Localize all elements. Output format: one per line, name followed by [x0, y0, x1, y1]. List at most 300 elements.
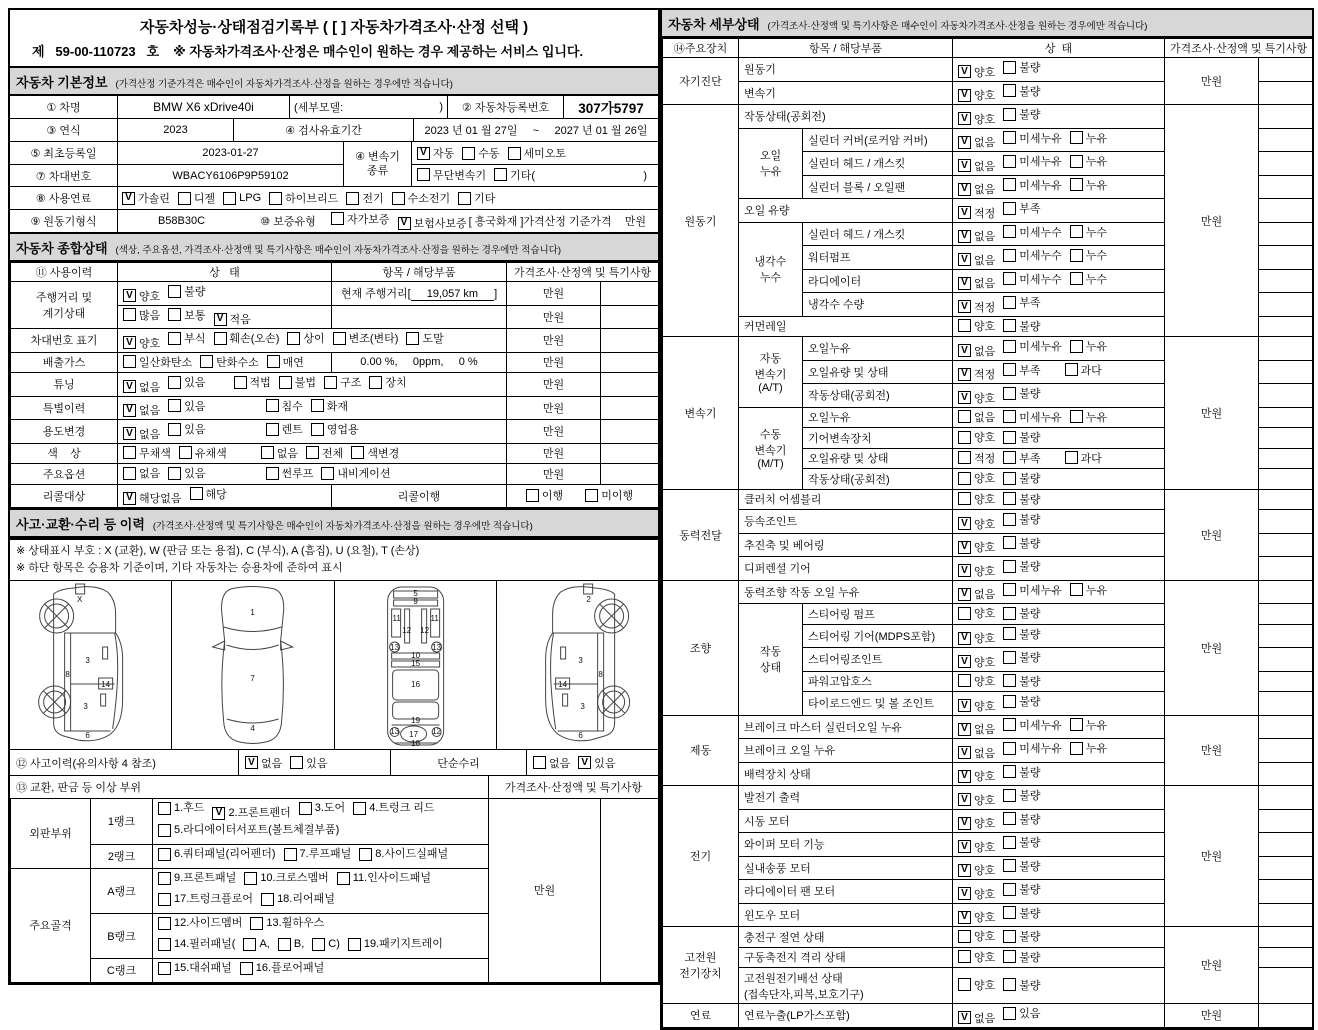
checkbox[interactable]: V [958, 277, 971, 290]
checkbox-option [1070, 409, 1107, 425]
checkbox-option [958, 886, 995, 902]
checkbox-option [958, 111, 995, 127]
checkbox[interactable] [958, 674, 971, 687]
checkbox[interactable] [1003, 387, 1016, 400]
checkbox-option [526, 487, 563, 503]
checkbox-label: 양호 [974, 818, 996, 830]
checkbox[interactable] [1065, 363, 1078, 376]
checkbox[interactable] [267, 355, 280, 368]
checkbox[interactable] [337, 872, 350, 885]
checkbox[interactable] [1070, 131, 1083, 144]
checkbox-option [279, 374, 316, 390]
checkbox[interactable] [1070, 178, 1083, 191]
checkbox[interactable] [346, 192, 359, 205]
blank-cell [1259, 833, 1313, 857]
checkbox[interactable]: V [958, 1011, 971, 1024]
checkbox[interactable] [1070, 272, 1083, 285]
checkbox[interactable] [1003, 249, 1016, 262]
checkbox-label: 불량 [1019, 907, 1041, 920]
checkbox[interactable]: V [958, 517, 971, 530]
checkbox-option [1070, 247, 1107, 263]
checkbox[interactable] [244, 872, 257, 885]
checkbox[interactable] [168, 285, 181, 298]
checkbox[interactable] [299, 802, 312, 815]
price-cell: 만원 [1165, 786, 1259, 927]
checkbox-option [168, 283, 205, 299]
checkbox[interactable] [359, 848, 372, 861]
checkbox[interactable] [1070, 249, 1083, 262]
checkbox[interactable]: V [958, 136, 971, 149]
checkbox-label: 없음 [974, 278, 996, 290]
price-unit: 만원 [624, 216, 646, 228]
device-section-label: 조향 [663, 580, 739, 715]
checkbox[interactable] [1003, 472, 1016, 485]
checkbox[interactable] [1003, 61, 1016, 74]
checkbox[interactable] [311, 423, 324, 436]
checkbox[interactable]: V [958, 344, 971, 357]
checkbox[interactable] [1003, 1007, 1016, 1020]
checkbox-label: 양호 [974, 951, 996, 964]
checkbox[interactable] [1003, 930, 1016, 943]
checkbox[interactable] [1003, 108, 1016, 121]
checkbox[interactable] [1003, 765, 1016, 778]
checkbox[interactable] [494, 168, 507, 181]
checkbox[interactable]: V [958, 770, 971, 783]
blank-cell [1259, 105, 1313, 129]
checkbox[interactable] [1003, 883, 1016, 896]
checkbox[interactable] [1003, 340, 1016, 353]
checkbox-label: 없음 [139, 428, 161, 441]
checkbox[interactable]: V [398, 217, 411, 230]
checkbox[interactable] [369, 376, 382, 389]
blank-cell [1259, 199, 1313, 223]
checkbox[interactable] [331, 212, 344, 225]
checkbox[interactable]: V [958, 723, 971, 736]
checkbox[interactable] [958, 492, 971, 505]
section-title: 자동차 종합상태 [16, 241, 108, 256]
checkbox[interactable] [123, 308, 136, 321]
checkbox-label: 없음 [261, 757, 283, 770]
checkbox-label: 미세누유 [1019, 341, 1062, 353]
checkbox[interactable] [123, 355, 136, 368]
checkbox[interactable]: V [123, 380, 136, 393]
checkbox-option [958, 409, 995, 425]
checkbox-option [1003, 717, 1062, 733]
device-section-label: 제동 [663, 715, 739, 786]
diagram-number-label: X [76, 595, 83, 605]
checkbox[interactable]: V [123, 404, 136, 417]
panel-section-header [10, 775, 658, 798]
checkbox[interactable] [1003, 131, 1016, 144]
checkbox[interactable]: V [958, 300, 971, 313]
checkbox[interactable] [1070, 155, 1083, 168]
checkbox[interactable] [392, 192, 405, 205]
checkbox[interactable] [458, 192, 471, 205]
sub-group-label: 자동 변속기 (A/T) [739, 337, 803, 408]
diagram-number-label: 1 [250, 608, 256, 618]
checkbox[interactable] [1003, 607, 1016, 620]
checkbox[interactable] [250, 917, 263, 930]
checkbox[interactable]: V [958, 793, 971, 806]
checkbox[interactable] [1070, 742, 1083, 755]
checkbox[interactable] [462, 147, 475, 160]
checkbox[interactable] [178, 192, 191, 205]
checkbox[interactable] [168, 399, 181, 412]
checkbox-label: 불량 [1019, 931, 1041, 943]
checkbox[interactable] [158, 938, 171, 951]
checkbox[interactable] [1003, 651, 1016, 664]
checkbox[interactable] [1003, 202, 1016, 215]
checkbox-label: 세미오토 [523, 148, 567, 160]
checkbox[interactable] [266, 399, 279, 412]
checkbox[interactable] [585, 489, 598, 502]
checkbox[interactable] [158, 893, 171, 906]
checkbox[interactable] [348, 938, 361, 951]
checkbox[interactable] [1065, 451, 1078, 464]
checkbox[interactable] [266, 467, 279, 480]
checkbox[interactable] [312, 938, 325, 951]
checkbox[interactable] [1003, 859, 1016, 872]
checkbox[interactable] [958, 950, 971, 963]
blank-cell [1259, 968, 1313, 1004]
checkbox[interactable] [158, 917, 171, 930]
checkbox-option [958, 792, 995, 808]
checkbox[interactable]: V [417, 147, 430, 160]
checkbox[interactable] [958, 431, 971, 444]
checkbox-option [1003, 470, 1040, 486]
checkbox[interactable] [1003, 789, 1016, 802]
checkbox[interactable] [1003, 84, 1016, 97]
checkbox-option [245, 755, 282, 771]
checkbox[interactable] [1003, 296, 1016, 309]
checkbox-option [958, 928, 995, 944]
checkbox-label: 10.크로스멤버 [260, 871, 329, 884]
checkbox-label: 보통 [184, 309, 206, 322]
checkbox[interactable]: V [958, 368, 971, 381]
checkbox[interactable] [243, 938, 256, 951]
diagram-number-label: 16 [410, 680, 420, 690]
item-label-cell: 배력장치 상태 [739, 762, 953, 786]
diagram-number-label: 11 [391, 614, 401, 624]
checkbox[interactable]: V [958, 864, 971, 877]
checkbox[interactable]: V [958, 541, 971, 554]
checkbox[interactable]: V [958, 699, 971, 712]
diagram-number-label: 3 [85, 656, 90, 666]
checkbox[interactable]: V [958, 183, 971, 196]
checkbox-label: 자가보증 [347, 213, 390, 226]
checkbox-option [958, 539, 995, 555]
checkbox-option [267, 354, 304, 370]
checkbox[interactable] [958, 472, 971, 485]
checkbox[interactable] [284, 848, 297, 861]
checkbox[interactable] [168, 308, 181, 321]
checkbox[interactable]: V [958, 840, 971, 853]
checkbox[interactable] [1003, 627, 1016, 640]
diagram-number-label: 9 [412, 597, 418, 607]
checkbox[interactable] [958, 930, 971, 943]
checkbox[interactable] [958, 978, 971, 991]
checkbox[interactable] [958, 410, 971, 423]
checkbox[interactable] [261, 893, 274, 906]
checkbox[interactable]: V [958, 655, 971, 668]
checkbox-option [123, 490, 182, 506]
item-label-cell: 오일누유 [803, 407, 953, 428]
checkbox[interactable] [269, 192, 282, 205]
checkbox[interactable] [1003, 812, 1016, 825]
checkbox[interactable] [958, 319, 971, 332]
checkbox[interactable] [168, 332, 181, 345]
checkbox[interactable]: V [958, 887, 971, 900]
checkbox[interactable] [353, 802, 366, 815]
checkbox[interactable]: V [123, 492, 136, 505]
checkbox-label: 훼손(오손) [229, 333, 280, 345]
item-label-cell: 스티어링조인트 [803, 648, 953, 672]
options-cell [953, 428, 1165, 449]
checkbox[interactable] [1003, 583, 1016, 596]
checkbox[interactable]: V [123, 289, 136, 302]
checkbox[interactable] [1003, 178, 1016, 191]
checkbox-label: 누유 [1085, 411, 1108, 424]
checkbox[interactable]: V [578, 756, 591, 769]
row-label-cell: 색 상 [11, 443, 118, 464]
checkbox[interactable] [351, 446, 364, 459]
checkbox-option [1070, 130, 1107, 146]
checkbox[interactable] [266, 423, 279, 436]
checkbox-option [958, 252, 995, 268]
checkbox[interactable] [306, 446, 319, 459]
checkbox[interactable] [324, 376, 337, 389]
price-cell: 만원 [507, 420, 601, 444]
checkbox-option [240, 960, 324, 977]
year-value: 2023 [117, 119, 233, 141]
diagram-number-label: 10 [410, 651, 420, 661]
device-section-label: 고전원 전기장치 [663, 927, 739, 1004]
diagram-number-label: 3 [580, 702, 585, 712]
item-label-cell: 고전원전기배선 상태 (접속단자,피복,보호기구) [739, 968, 953, 1004]
checkbox-label: 유채색 [194, 447, 227, 460]
doc-notice: ※ 자동차가격조사·산정은 매수인이 원하는 경우 제공하는 서비스 입니다. [173, 44, 584, 59]
checkbox[interactable] [1003, 836, 1016, 849]
checkbox[interactable] [261, 446, 274, 459]
checkbox[interactable] [158, 872, 171, 885]
checkbox-label: 없음 [139, 468, 161, 480]
blank-cell [1259, 175, 1313, 199]
checkbox[interactable] [1003, 674, 1016, 687]
checkbox-label: 불량 [1019, 320, 1041, 333]
checkbox[interactable]: V [958, 159, 971, 172]
checkbox[interactable] [123, 446, 136, 459]
checkbox[interactable] [1003, 319, 1016, 332]
checkbox[interactable]: V [958, 253, 971, 266]
checkbox-option [958, 366, 995, 382]
checkbox[interactable] [1070, 718, 1083, 731]
checkbox[interactable]: V [958, 206, 971, 219]
checkbox[interactable]: V [958, 391, 971, 404]
checkbox-option [1003, 224, 1062, 240]
checkbox[interactable] [158, 802, 171, 815]
checkbox[interactable]: V [958, 817, 971, 830]
checkbox[interactable] [1003, 451, 1016, 464]
checkbox[interactable] [190, 487, 203, 500]
options-cell [953, 715, 1165, 739]
checkbox[interactable] [200, 355, 213, 368]
item-label-cell: 원동기 [739, 58, 953, 82]
checkbox-option [392, 190, 451, 206]
checkbox[interactable]: V [958, 65, 971, 78]
checkbox[interactable] [1003, 492, 1016, 505]
checkbox[interactable] [1003, 410, 1016, 423]
checkbox-option [311, 421, 359, 437]
checkbox[interactable] [1003, 718, 1016, 731]
checkbox[interactable] [158, 848, 171, 861]
checkbox[interactable] [158, 824, 171, 837]
checkbox[interactable]: V [958, 632, 971, 645]
checkbox[interactable] [321, 467, 334, 480]
checkbox[interactable]: V [958, 89, 971, 102]
checkbox[interactable] [123, 467, 136, 480]
checkbox-label: 18.리어패널 [277, 892, 335, 905]
checkbox[interactable] [1003, 950, 1016, 963]
checkbox[interactable] [1003, 363, 1016, 376]
checkbox-option [958, 299, 995, 315]
checkbox[interactable] [1003, 513, 1016, 526]
checkbox[interactable] [223, 192, 236, 205]
diagram-number-label: 8 [598, 670, 603, 680]
checkbox[interactable] [958, 451, 971, 464]
checkbox[interactable] [1003, 431, 1016, 444]
checkbox[interactable] [958, 607, 971, 620]
checkbox-option [234, 374, 271, 390]
checkbox-label: 양호 [974, 473, 996, 485]
checkbox-label: 누수 [1085, 226, 1108, 239]
row-label-cell: 주요옵션 [11, 464, 118, 485]
checkbox[interactable] [508, 147, 521, 160]
rank-label: A랭크 [91, 868, 153, 913]
checkbox[interactable] [279, 376, 292, 389]
checkbox[interactable] [214, 332, 227, 345]
checkbox[interactable] [287, 332, 300, 345]
checkbox[interactable] [1003, 906, 1016, 919]
checkbox[interactable] [1070, 225, 1083, 238]
checkbox-label: B, [293, 937, 305, 950]
checkbox-option [243, 936, 269, 953]
checkbox[interactable] [1070, 583, 1083, 596]
price-cell: 만원 [1165, 715, 1259, 786]
checkbox[interactable]: V [958, 746, 971, 759]
checkbox-label: 누유 [1085, 156, 1108, 168]
checkbox[interactable]: V [123, 336, 136, 349]
options-cell [953, 903, 1165, 927]
checkbox[interactable] [1070, 410, 1083, 423]
checkbox[interactable]: V [958, 112, 971, 125]
checkbox-label: 양호 [974, 931, 996, 943]
checkbox-label: 부족 [1019, 364, 1041, 377]
checkbox-option [1003, 318, 1040, 334]
checkbox[interactable] [1003, 978, 1016, 991]
car-diagram-top [171, 581, 333, 749]
checkbox[interactable]: V [214, 313, 227, 326]
checkbox-label: 13.휠하우스 [266, 916, 325, 929]
checkbox-label: 불량 [1019, 432, 1041, 444]
checkbox-option [1065, 362, 1102, 378]
checkbox-label: 부족 [1019, 203, 1041, 215]
checkbox-option [123, 402, 160, 418]
checkbox-option [1003, 858, 1040, 874]
checkbox[interactable] [1003, 695, 1016, 708]
checkbox[interactable]: V [245, 756, 258, 769]
blank-cell [1259, 903, 1313, 927]
blank-cell [1259, 81, 1313, 105]
checkbox[interactable] [168, 376, 181, 389]
checkbox[interactable] [240, 962, 253, 975]
checkbox[interactable]: V [958, 230, 971, 243]
price-cell: 만원 [489, 799, 601, 983]
checkbox-label: 미세누수 [1019, 250, 1062, 262]
checkbox[interactable] [1003, 225, 1016, 238]
submodel-cell: (세부모델: ) [289, 96, 447, 118]
diagram-number-label: 11 [429, 614, 439, 624]
checkbox[interactable] [168, 423, 181, 436]
checkbox-label: 없음 [974, 1012, 996, 1025]
device-section-label: 연료 [663, 1004, 739, 1028]
checkbox[interactable] [311, 399, 324, 412]
checkbox-label: 누유 [1085, 719, 1108, 732]
diagram-number-label: 14 [101, 680, 111, 690]
checkbox[interactable] [1070, 340, 1083, 353]
checkbox[interactable]: V [958, 911, 971, 924]
checkbox[interactable]: V [958, 588, 971, 601]
checkbox[interactable] [234, 376, 247, 389]
checkbox[interactable]: V [122, 192, 135, 205]
checkbox[interactable]: V [958, 564, 971, 577]
checkbox[interactable] [417, 168, 430, 181]
checkbox-option [266, 421, 303, 437]
checkbox-option [958, 343, 995, 359]
checkbox[interactable] [290, 756, 303, 769]
checkbox[interactable] [1003, 536, 1016, 549]
options-cell [953, 269, 1165, 293]
item-label-cell: 기어변속장치 [803, 428, 953, 449]
checkbox[interactable] [406, 332, 419, 345]
checkbox[interactable]: V [123, 427, 136, 440]
checkbox[interactable] [1003, 155, 1016, 168]
options-cell [953, 128, 1165, 152]
checkbox[interactable] [1003, 560, 1016, 573]
price-cell: 만원 [1165, 58, 1259, 105]
checkbox[interactable] [533, 756, 546, 769]
checkbox[interactable]: V [212, 807, 225, 820]
checkbox-label: 불량 [1019, 493, 1041, 506]
checkbox[interactable] [278, 938, 291, 951]
row-label-cell: 배출가스 [11, 352, 118, 373]
panel-group-label: 외판부위 [11, 799, 91, 869]
checkbox-option [122, 190, 170, 206]
options-cell [953, 510, 1165, 534]
checkbox[interactable] [1003, 742, 1016, 755]
checkbox[interactable] [179, 446, 192, 459]
checkbox-label: 보험사보증 [413, 218, 467, 231]
checkbox-option [578, 755, 615, 771]
checkbox[interactable] [1003, 272, 1016, 285]
checkbox[interactable] [526, 489, 539, 502]
checkbox[interactable] [168, 467, 181, 480]
checkbox[interactable] [158, 962, 171, 975]
checkbox-option [958, 158, 995, 174]
blank-cell [1259, 407, 1313, 428]
checkbox-label: 누유 [1085, 179, 1108, 192]
checkbox-label: 양호 [974, 113, 996, 126]
checkbox[interactable] [333, 332, 346, 345]
